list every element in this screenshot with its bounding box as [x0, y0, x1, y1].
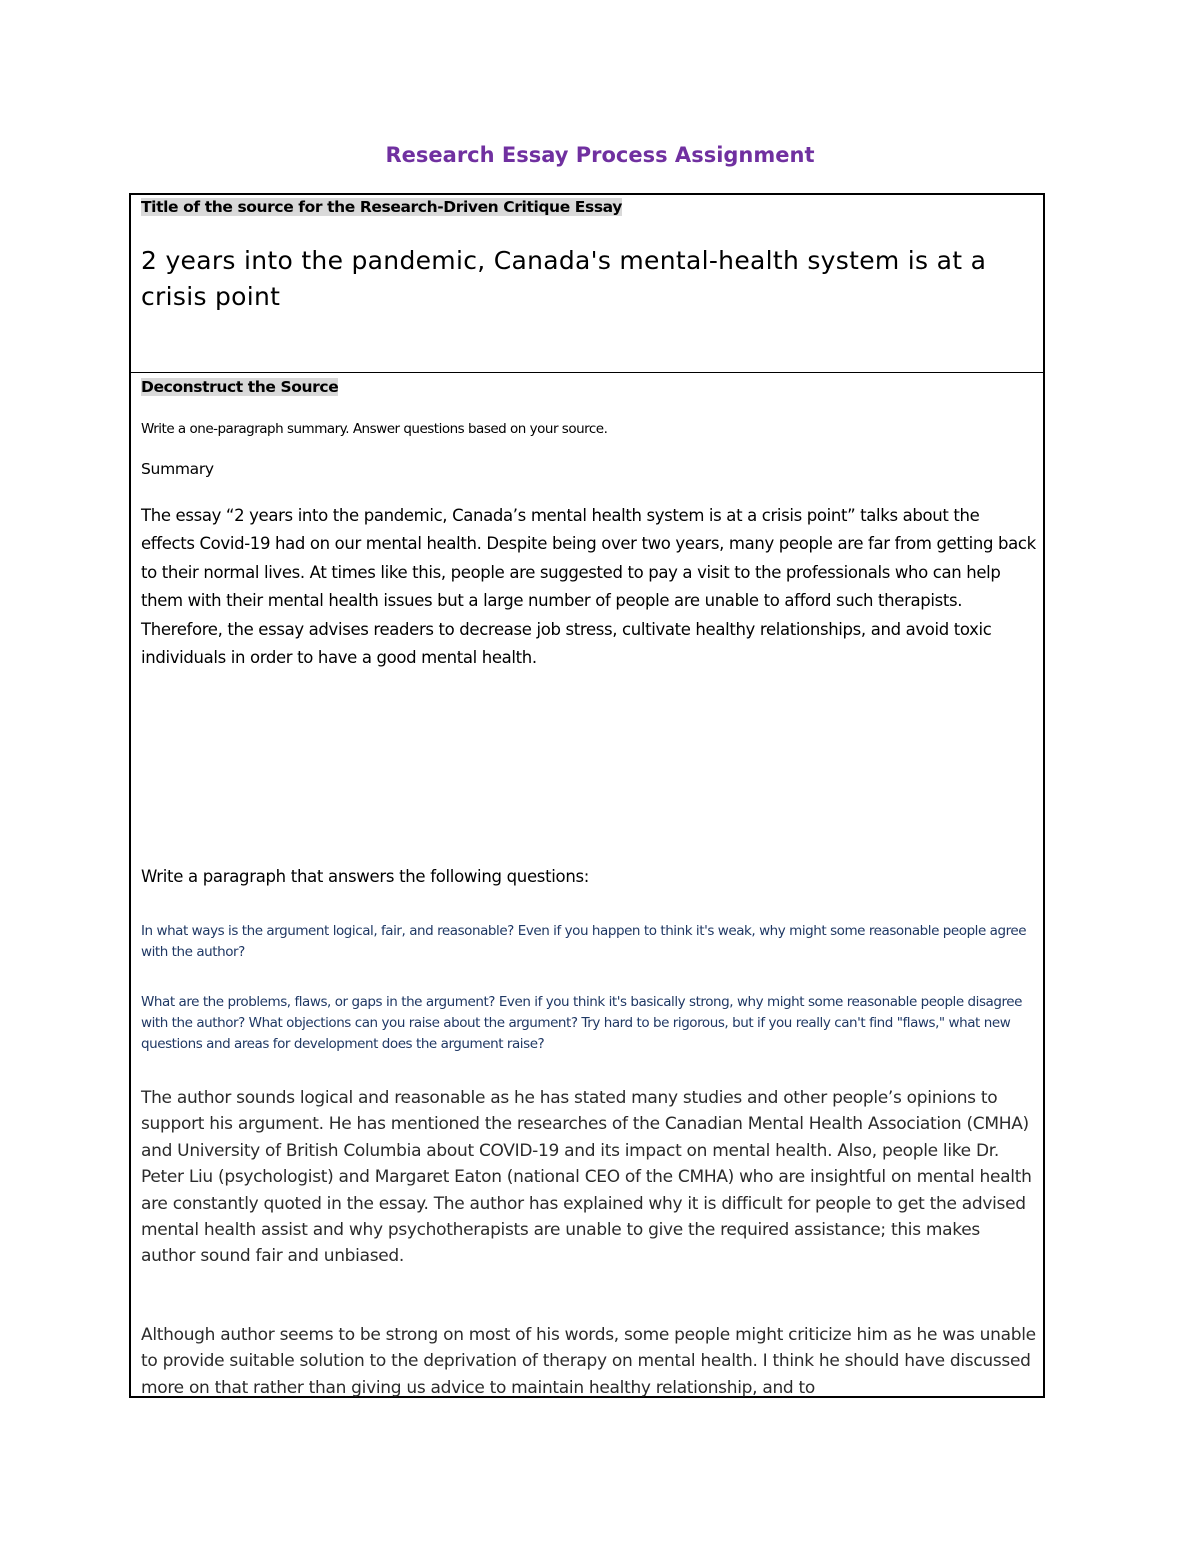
- table-row-divider: [129, 372, 1045, 373]
- source-section-label-text: Title of the source for the Research-Driven Critique Essay: [141, 198, 622, 216]
- summary-instruction: Write a one-paragraph summary. Answer questions based on your source.: [141, 421, 608, 437]
- source-section-label: [141, 198, 622, 216]
- summary-label: Summary: [141, 460, 214, 478]
- page-title: Research Essay Process Assignment: [385, 143, 815, 167]
- question-1: In what ways is the argument logical, fair, and reasonable? Even if you happen to think it's weak, why might some reasonable people agree with the author?: [141, 923, 1030, 960]
- answer-paragraph-2: Although author seems to be strong on most of his words, some people might criticize him as he was unable to provide suitable solution to the deprivation of therapy on mental health. I think he should have discussed more on that rather than giving us advice to maintain healthy relationship, and to: [141, 1325, 1041, 1398]
- deconstruct-section-label-text: Deconstruct the Source: [141, 378, 339, 396]
- answer-paragraph-1: The author sounds logical and reasonable as he has stated many studies and other people’s opinions to support his argument. He has mentioned the researches of the Canadian Mental Health Association (CMHA) and University of British Columbia about COVID-19 and its impact on mental health. Also, people like Dr. Peter Liu (psychologist) and Margaret Eaton (national CEO of the CMHA) who are insightful on mental health are constantly quoted in the essay. The author has explained why it is difficult for people to get the advised mental health assist and why psychotherapists are unable to give the required assistance; this makes author sound fair and unbiased.: [141, 1088, 1037, 1267]
- questions-heading: Write a paragraph that answers the following questions:: [141, 867, 590, 886]
- deconstruct-section-label: [141, 378, 338, 396]
- question-2: What are the problems, flaws, or gaps in the argument? Even if you think it's basically strong, why might some reasonable people disagree with the author? What objections can you raise about the argument? Try hard to be rigorous, but if you really can't find "flaws," what new questions and areas for development does the argument raise?: [141, 994, 1026, 1052]
- source-title: 2 years into the pandemic, Canada's mental-health system is at a crisis point: [141, 246, 995, 311]
- summary-paragraph: The essay “2 years into the pandemic, Canada’s mental health system is at a crisis point” talks about the effects Covid-19 had on our mental health. Despite being over two years, many people are far from getting back to their normal lives. At times like this, people are suggested to pay a visit to the professionals who can help them with their mental health issues but a large number of people are unable to afford such therapists. Therefore, the essay advises readers to decrease job stress, cultivate healthy relationships, and avoid toxic individuals in order to have a good mental health.: [141, 506, 1041, 668]
